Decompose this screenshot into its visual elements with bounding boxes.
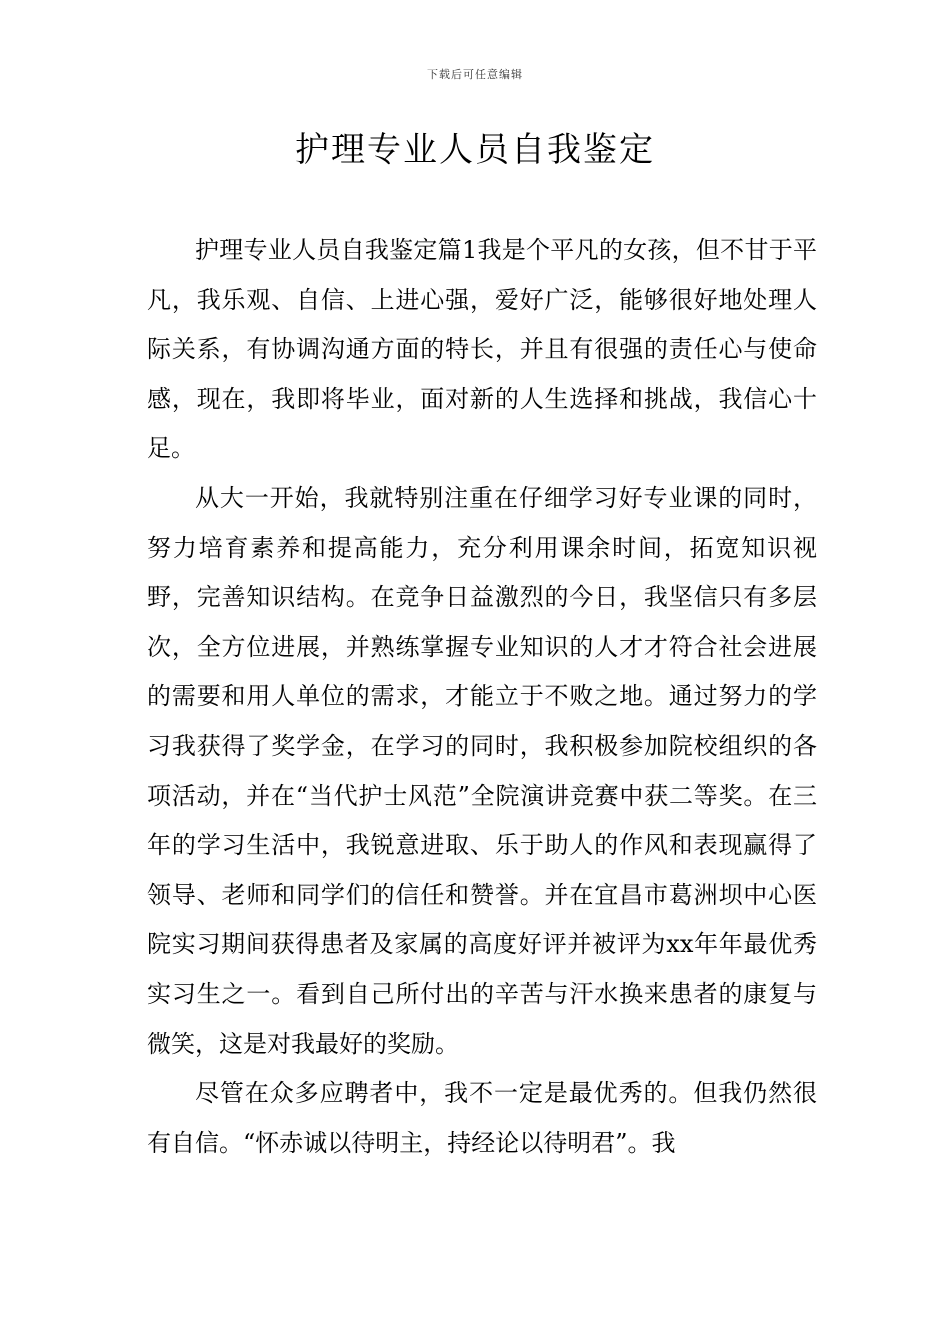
paragraph-3: 尽管在众多应聘者中，我不一定是最优秀的。但我仍然很有自信。“怀赤诚以待明主，持经论以待明君”。我 [147, 1079, 817, 1157]
header-note: 下载后可任意编辑 [427, 68, 523, 81]
paragraph-1: 护理专业人员自我鉴定篇1我是个平凡的女孩，但不甘于平凡，我乐观、自信、上进心强，爱好广泛，能够很好地处理人际关系，有协调沟通方面的特长，并且有很强的责任心与使命感，现在，我即将毕业，面对新的人生选择和挑战，我信心十足。 [147, 236, 817, 463]
document-body [147, 226, 817, 1168]
document-title: 护理专业人员自我鉴定 [295, 130, 655, 170]
paragraph-2: 从大一开始，我就特别注重在仔细学习好专业课的同时，努力培育素养和提高能力，充分利用课余时间，拓宽知识视野，完善知识结构。在竞争日益激烈的今日，我坚信只有多层次，全方位进展，并熟练掌握专业知识的人才才符合社会进展的需要和用人单位的需求，才能立于不败之地。通过努力的学习我获得了奖学金，在学习的同时，我积极参加院校组织的各项活动，并在“当代护士风范”全院演讲竞赛中获二等奖。在三年的学习生活中，我锐意进取、乐于助人的作风和表现赢得了领导、老师和同学们的信任和赞誉。并在宜昌市葛洲坝中心医院实习期间获得患者及家属的高度好评并被评为xx年年最优秀实习生之一。看到自己所付出的辛苦与汗水换来患者的康复与微笑，这是对我最好的奖励。 [147, 483, 817, 1058]
